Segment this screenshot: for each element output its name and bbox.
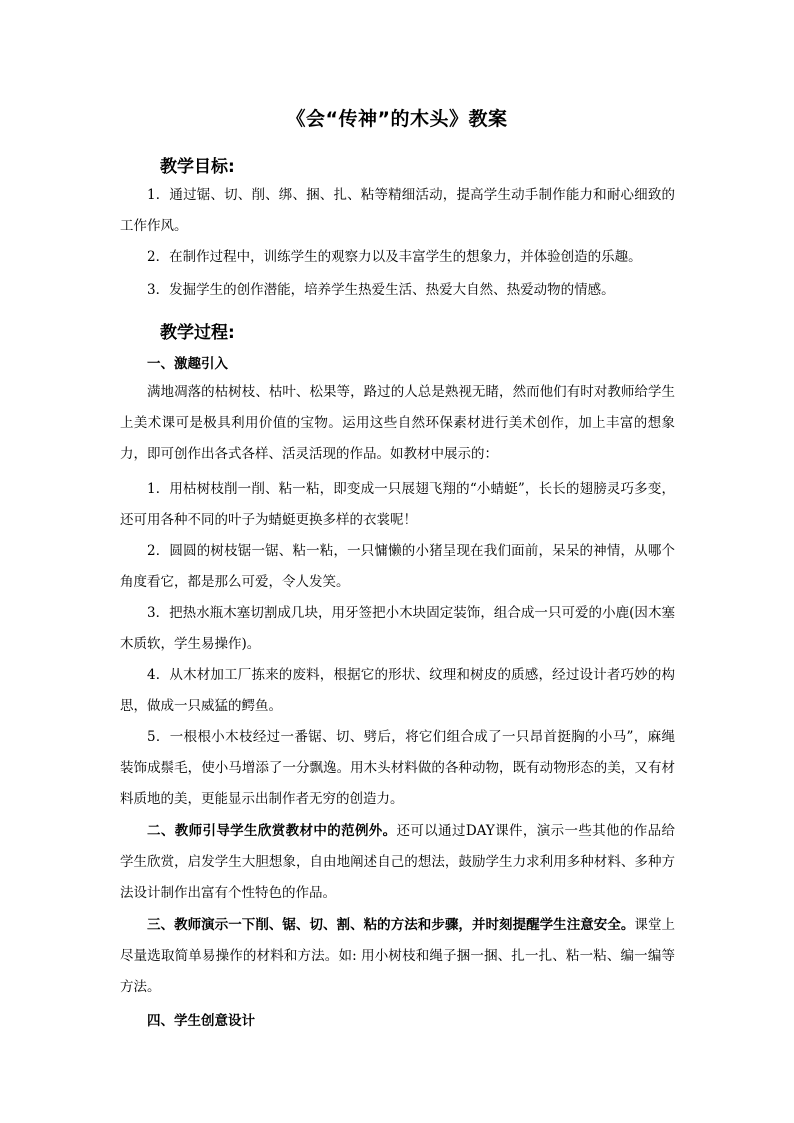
example-item-4: 4．从木材加工厂拣来的废料，根据它的形状、纹理和树皮的质感，经过设计者巧妙的构思，做成一只威猛的鳄鱼。 [120,667,675,714]
goal-item-1: 1．通过锯、切、削、绑、捆、扎、粘等精细活动，提高学生动手制作能力和耐心细致的工作作风。 [120,187,675,234]
section2-heading: 二、教师引导学生欣赏教材中的范例外。 [147,823,397,839]
process-heading: 教学过程: [160,323,235,343]
goals-heading: 教学目标: [160,157,235,177]
goal-item-3: 3．发掘学生的创作潜能，培养学生热爱生活、热爱大自然、热爱动物的情感。 [147,282,615,298]
section4-heading: 四、学生创意设计 [147,1013,255,1029]
section2-paragraph [120,816,675,909]
section3-paragraph [120,910,675,1003]
section3-text: 课堂上尽量选取简单易操作的材料和方法。如: 用小树枝和绳子捆一捆、扎一扎、粘一粘、编一编等方法。 [120,917,676,995]
goal-item-2: 2．在制作过程中，训练学生的观察力以及丰富学生的想象力，并体验创造的乐趣。 [147,249,642,265]
example-item-5: 5．一根根小木枝经过一番锯、切、劈后，将它们组合成了一只昂首挺胸的小马”，麻绳装饰成鬃毛，使小马增添了一分飘逸。用木头材料做的各种动物，既有动物形态的美，又有材料质地的美，更能显示出制作者无穷的创造力。 [120,729,675,807]
section1-intro: 满地凋落的枯树枝、枯叶、松果等，路过的人总是熟视无睹，然而他们有时对教师给学生上美术课可是极具利用价值的宝物。运用这些自然环保素材进行美术创作，加上丰富的想象力，即可创作出各式各样、活灵活现的作品。如教材中展示的： [120,384,675,462]
example-item-3: 3．把热水瓶木塞切割成几块，用牙签把小木块固定装饰，组合成一只可爱的小鹿(因木塞木质软，学生易操作)。 [120,605,675,652]
example-item-1: 1．用枯树枝削一削、粘一粘，即变成一只展翅飞翔的“小蜻蜓”，长长的翅膀灵巧多变，还可用各种不同的叶子为蜻蜓更换多样的衣裳呢！ [120,481,675,528]
example-item-2: 2．圆圆的树枝锯一锯、粘一粘，一只慵懒的小猪呈现在我们面前，呆呆的神情，从哪个角度看它，都是那么可爱，令人发笑。 [120,543,675,590]
document-title: 《会“传神”的木头》教案 [286,108,508,130]
section2-text: 还可以通过DAY课件，演示一些其他的作品给学生欣赏，启发学生大胆想象，自由地阐述自己的想法，鼓励学生力求利用多种材料、多种方法设计制作出富有个性特色的作品。 [120,823,676,901]
section1-heading: 一、激趣引入 [147,356,228,372]
section3-heading: 三、教师演示一下削、锯、切、割、粘的方法和步骤，并时刻提醒学生注意安全。 [147,917,635,933]
